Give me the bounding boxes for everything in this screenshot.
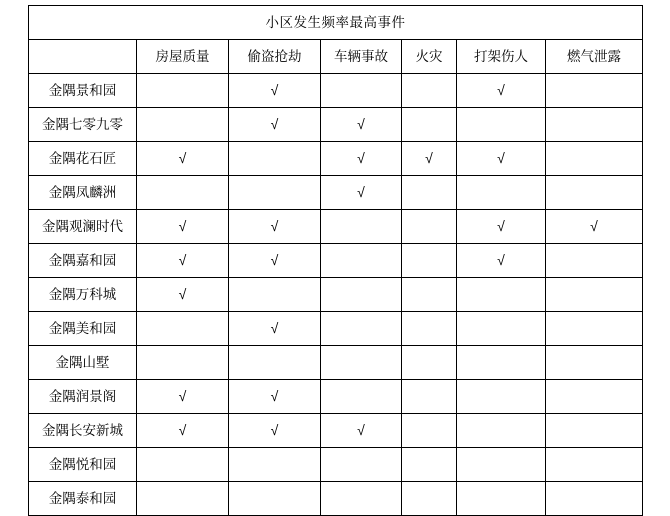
cell-mark xyxy=(137,210,229,244)
table-row xyxy=(29,346,643,380)
cell-mark xyxy=(229,74,321,108)
table-row xyxy=(29,142,643,176)
cell-mark xyxy=(137,142,229,176)
cell-mark xyxy=(457,482,546,516)
cell-mark xyxy=(457,210,546,244)
row-header-community: 金隅长安新城 xyxy=(29,414,137,448)
check-icon: √ xyxy=(178,422,187,439)
check-icon: √ xyxy=(357,184,365,201)
row-header-community: 金隅山墅 xyxy=(29,346,137,380)
cell-mark xyxy=(229,414,321,448)
check-icon: √ xyxy=(270,252,279,269)
check-icon: √ xyxy=(178,286,187,303)
cell-mark xyxy=(546,176,643,210)
cell-mark xyxy=(546,346,643,380)
column-header-fight-injury: 打架伤人 xyxy=(457,40,546,74)
cell-mark xyxy=(457,142,546,176)
cell-mark xyxy=(137,414,229,448)
cell-mark xyxy=(546,380,643,414)
cell-mark xyxy=(229,108,321,142)
cell-mark xyxy=(402,210,457,244)
row-header-community: 金隅泰和园 xyxy=(29,482,137,516)
check-icon: √ xyxy=(270,422,279,439)
cell-mark xyxy=(137,482,229,516)
cell-mark xyxy=(321,346,402,380)
cell-mark xyxy=(402,414,457,448)
check-icon: √ xyxy=(178,218,187,235)
cell-mark xyxy=(402,482,457,516)
column-header-vehicle-accident: 车辆事故 xyxy=(321,40,402,74)
row-header-community: 金隅观澜时代 xyxy=(29,210,137,244)
check-icon: √ xyxy=(270,116,279,133)
cell-mark xyxy=(546,108,643,142)
table-title-row xyxy=(29,6,643,40)
check-icon: √ xyxy=(270,320,279,337)
cell-mark xyxy=(546,312,643,346)
check-icon: √ xyxy=(270,388,279,405)
cell-mark xyxy=(137,108,229,142)
cell-mark xyxy=(402,278,457,312)
cell-mark xyxy=(229,346,321,380)
cell-mark xyxy=(321,176,402,210)
cell-mark xyxy=(229,278,321,312)
cell-mark xyxy=(457,278,546,312)
cell-mark xyxy=(321,448,402,482)
table-row xyxy=(29,448,643,482)
cell-mark xyxy=(229,142,321,176)
cell-mark xyxy=(229,244,321,278)
check-icon: √ xyxy=(357,150,365,167)
cell-mark xyxy=(402,312,457,346)
table-title: 小区发生频率最高事件 xyxy=(29,6,643,40)
cell-mark xyxy=(546,74,643,108)
cell-mark xyxy=(137,278,229,312)
table-body xyxy=(29,6,643,516)
cell-mark xyxy=(137,312,229,346)
cell-mark xyxy=(321,380,402,414)
check-icon: √ xyxy=(590,218,598,235)
row-header-community: 金隅嘉和园 xyxy=(29,244,137,278)
cell-mark xyxy=(457,244,546,278)
cell-mark xyxy=(321,414,402,448)
table-row xyxy=(29,210,643,244)
cell-mark xyxy=(137,176,229,210)
cell-mark xyxy=(321,142,402,176)
cell-mark xyxy=(546,244,643,278)
cell-mark xyxy=(321,312,402,346)
cell-mark xyxy=(229,312,321,346)
frequency-table xyxy=(28,5,643,516)
column-header-housing-quality: 房屋质量 xyxy=(137,40,229,74)
row-header-community: 金隅凤麟洲 xyxy=(29,176,137,210)
cell-mark xyxy=(229,380,321,414)
table-row xyxy=(29,380,643,414)
table-row xyxy=(29,482,643,516)
cell-mark xyxy=(546,414,643,448)
row-header-community: 金隅美和园 xyxy=(29,312,137,346)
cell-mark xyxy=(457,312,546,346)
cell-mark xyxy=(137,380,229,414)
cell-mark xyxy=(229,448,321,482)
table-row xyxy=(29,108,643,142)
check-icon: √ xyxy=(178,150,187,167)
check-icon: √ xyxy=(178,388,187,405)
table-row xyxy=(29,278,643,312)
cell-mark xyxy=(321,482,402,516)
cell-mark xyxy=(402,176,457,210)
row-header-community: 金隅悦和园 xyxy=(29,448,137,482)
cell-mark xyxy=(402,346,457,380)
check-icon: √ xyxy=(270,82,279,99)
cell-mark xyxy=(457,346,546,380)
row-header-community: 金隅润景阁 xyxy=(29,380,137,414)
row-header-community: 金隅万科城 xyxy=(29,278,137,312)
cell-mark xyxy=(402,380,457,414)
cell-mark xyxy=(402,142,457,176)
check-icon: √ xyxy=(270,218,279,235)
cell-mark xyxy=(321,108,402,142)
cell-mark xyxy=(137,346,229,380)
check-icon: √ xyxy=(357,422,365,439)
cell-mark xyxy=(229,482,321,516)
cell-mark xyxy=(137,448,229,482)
cell-mark xyxy=(457,176,546,210)
table-row xyxy=(29,244,643,278)
check-icon: √ xyxy=(497,252,505,269)
cell-mark xyxy=(321,244,402,278)
cell-mark xyxy=(402,448,457,482)
cell-mark xyxy=(457,414,546,448)
column-header-fire: 火灾 xyxy=(402,40,457,74)
row-header-community: 金隅七零九零 xyxy=(29,108,137,142)
check-icon: √ xyxy=(178,252,187,269)
cell-mark xyxy=(229,210,321,244)
cell-mark xyxy=(229,176,321,210)
check-icon: √ xyxy=(497,218,505,235)
table-row xyxy=(29,74,643,108)
cell-mark xyxy=(402,74,457,108)
cell-mark xyxy=(137,74,229,108)
row-header-community: 金隅花石匠 xyxy=(29,142,137,176)
check-icon: √ xyxy=(497,82,505,99)
table-row xyxy=(29,176,643,210)
cell-mark xyxy=(457,108,546,142)
check-icon: √ xyxy=(357,116,365,133)
check-icon: √ xyxy=(497,150,505,167)
cell-mark xyxy=(321,278,402,312)
cell-mark xyxy=(546,210,643,244)
table-header-row xyxy=(29,40,643,74)
check-icon: √ xyxy=(425,150,433,167)
cell-mark xyxy=(546,482,643,516)
table-row xyxy=(29,414,643,448)
cell-mark xyxy=(137,244,229,278)
cell-mark xyxy=(457,448,546,482)
cell-mark xyxy=(321,74,402,108)
table-row xyxy=(29,312,643,346)
column-header-gas-leak: 燃气泄露 xyxy=(546,40,643,74)
cell-mark xyxy=(402,108,457,142)
cell-mark xyxy=(546,448,643,482)
row-header-community: 金隅景和园 xyxy=(29,74,137,108)
column-header-theft-robbery: 偷盗抢劫 xyxy=(229,40,321,74)
cell-mark xyxy=(402,244,457,278)
cell-mark xyxy=(321,210,402,244)
corner-header xyxy=(29,40,137,74)
cell-mark xyxy=(546,278,643,312)
cell-mark xyxy=(457,380,546,414)
cell-mark xyxy=(546,142,643,176)
cell-mark xyxy=(457,74,546,108)
